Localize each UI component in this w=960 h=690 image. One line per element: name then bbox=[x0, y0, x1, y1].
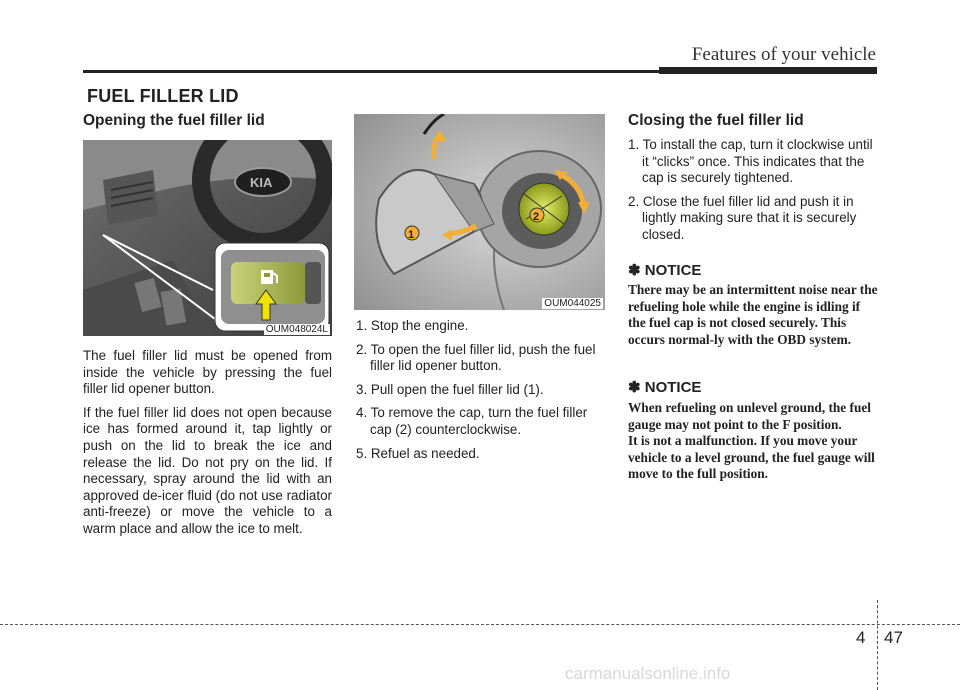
fuel-cap-figure bbox=[354, 114, 605, 310]
svg-text:KIA: KIA bbox=[250, 175, 273, 190]
callout-1: 1 bbox=[408, 229, 415, 241]
page-number: 47 bbox=[884, 628, 903, 647]
chapter-number: 4 bbox=[856, 628, 866, 647]
section-title: FUEL FILLER LID bbox=[87, 86, 239, 106]
paragraph: The fuel filler lid must be opened from inside the vehicle by pressing the fuel filler lid opener button. bbox=[83, 348, 332, 397]
watermark: carmanualsonline.info bbox=[565, 664, 731, 683]
paragraph: If the fuel filler lid does not open because ice has formed around it, tap lightly or push on the lid to break the ice and release the lid. Do not pry on the lid. If necessary, spray around the lid with an approved de-icer fluid (do not use radiator anti-freeze) or move the vehicle to a warm place and allow the ice to melt. bbox=[83, 404, 332, 536]
notice-line: When refueling on unlevel ground, the fuel gauge may not point to the F position. bbox=[628, 400, 871, 432]
notice-heading: ✽ NOTICE bbox=[628, 262, 702, 279]
opening-text bbox=[83, 348, 332, 545]
closing-heading: Closing the fuel filler lid bbox=[628, 112, 804, 129]
step-item: 1. To install the cap, turn it clockwise until it “clicks” once. This indicates that the cap is securely tightened. bbox=[628, 137, 873, 186]
closing-steps bbox=[628, 137, 880, 251]
notice-text bbox=[628, 400, 879, 483]
step-item: 2. To open the fuel filler lid, push the fuel filler lid opener button. bbox=[356, 341, 596, 374]
callout-2: 2 bbox=[533, 211, 540, 223]
figure-code: OUM044025 bbox=[544, 298, 601, 309]
notice-heading: ✽ NOTICE bbox=[628, 379, 702, 396]
footer-vertical-divider bbox=[877, 600, 878, 690]
opening-heading: Opening the fuel filler lid bbox=[83, 112, 265, 129]
figure-code: OUM048024L bbox=[265, 324, 328, 335]
step-item: 2. Close the fuel filler lid and push it in lightly making sure that it is securely closed. bbox=[628, 193, 857, 242]
step-item: 4. To remove the cap, turn the fuel filler cap (2) counterclockwise. bbox=[356, 405, 588, 437]
notice-line: There may be an intermittent noise near the refueling hole while the engine is idling if the fuel cap is not closed securely. This occurs normal-ly with the OBD system. bbox=[628, 282, 878, 347]
dashboard-figure bbox=[83, 140, 332, 336]
step-item: 3. Pull open the fuel filler lid (1). bbox=[356, 381, 544, 397]
notice-line: It is not a malfunction. If you move your vehicle to a level ground, the fuel gauge will move to the full position. bbox=[628, 433, 875, 482]
opening-steps bbox=[356, 318, 606, 469]
notice-text bbox=[628, 282, 879, 348]
step-item: 5. Refuel as needed. bbox=[356, 445, 480, 461]
header-bar bbox=[659, 67, 877, 74]
footer-divider bbox=[0, 624, 960, 625]
running-header: Features of your vehicle bbox=[691, 44, 876, 65]
fuel-cap-illustration bbox=[354, 114, 605, 310]
dashboard-illustration bbox=[83, 140, 332, 336]
step-item: 1. Stop the engine. bbox=[356, 318, 469, 333]
